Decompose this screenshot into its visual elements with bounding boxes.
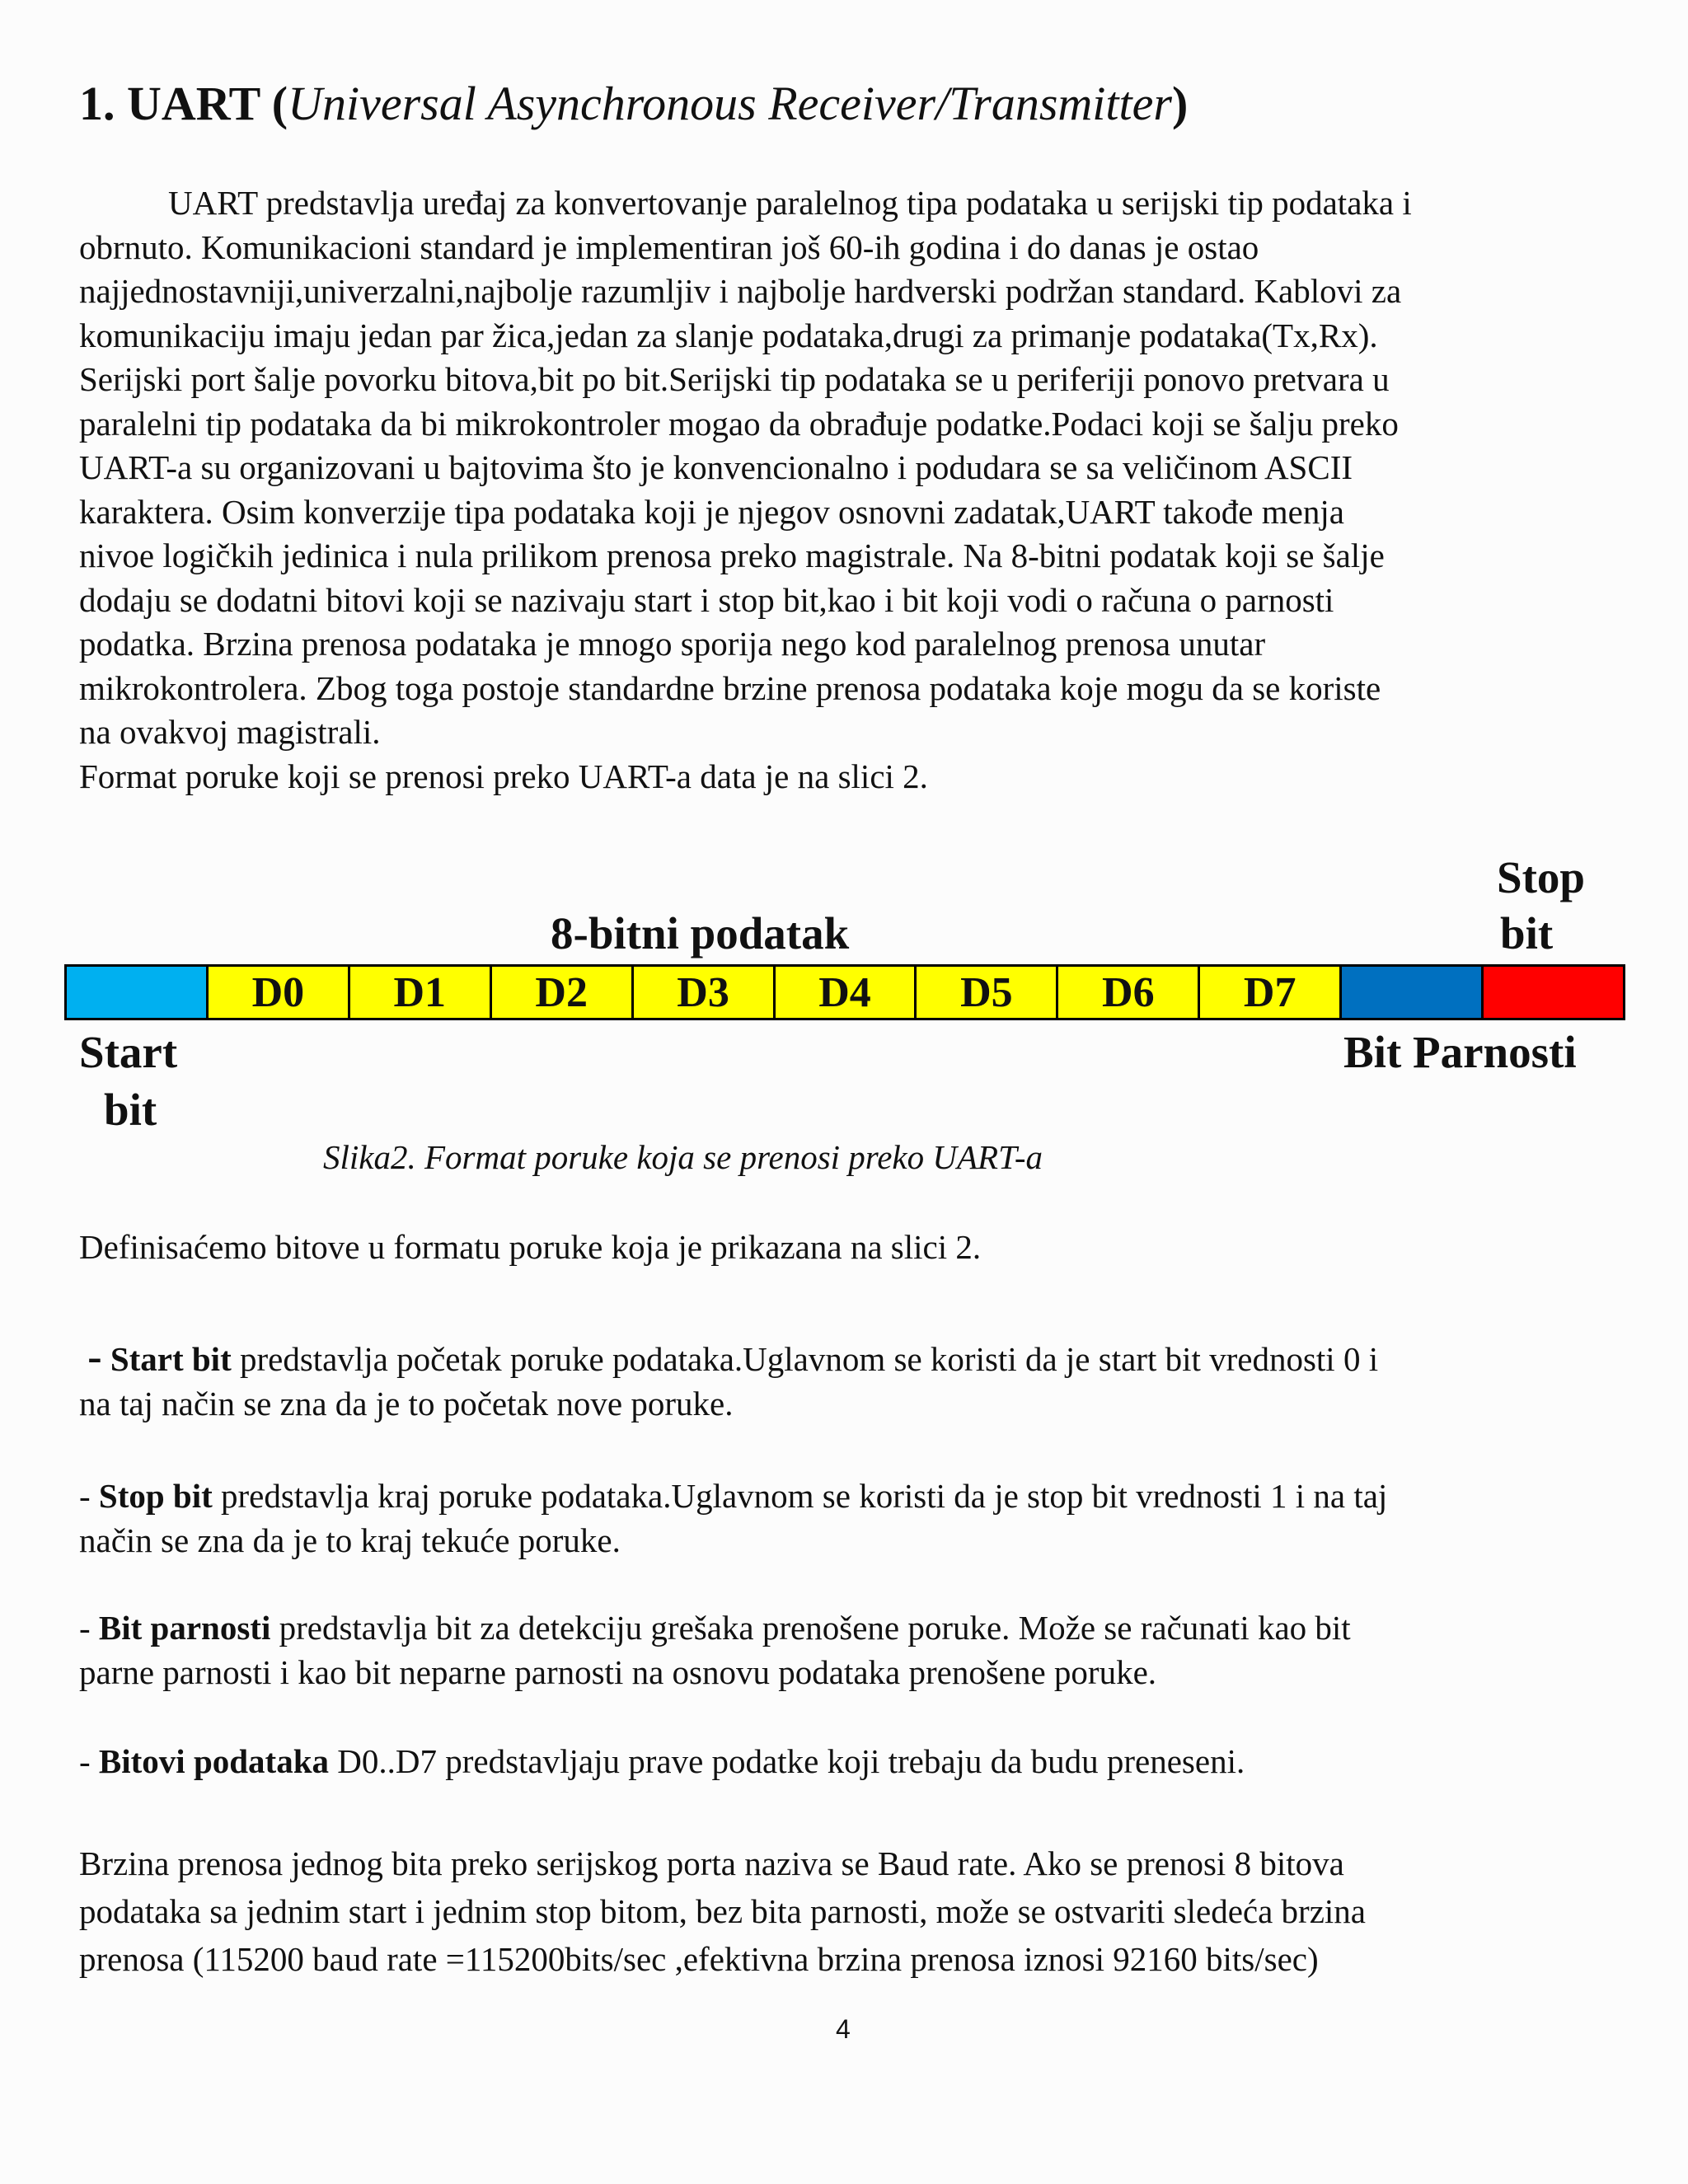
bullet-line — [79, 1605, 1629, 1650]
stop-bit-cell — [1484, 967, 1623, 1018]
baud-rate-paragraph — [79, 1840, 1629, 1983]
bullet-line: na taj način se zna da je to početak nove poruke. — [79, 1385, 734, 1422]
bullet-text: predstavlja kraj poruke podataka.Uglavnom se koristi da je stop bit vrednosti 1 i na taj — [212, 1477, 1388, 1515]
bullet-text: predstavlja početak poruke podataka.Uglavnom se koristi da je start bit vrednosti 0 i — [231, 1340, 1379, 1378]
intro-paragraph — [79, 181, 1612, 799]
definition-intro: Definisaćemo bitove u formatu poruke koja je prikazana na slici 2. — [79, 1228, 982, 1266]
bullet-text: predstavlja bit za detekciju grešaka prenošene poruke. Može se računati kao bit — [270, 1609, 1351, 1647]
data-byte-label: 8-bitni podatak — [551, 908, 850, 958]
bullet-line — [79, 1739, 1629, 1783]
data-bit-cell: D5 — [917, 967, 1058, 1018]
start-bit-cell — [67, 967, 209, 1018]
baud-line: prenosa (115200 baud rate =115200bits/sec ,efektivna brzina prenosa iznosi 92160 bits/sec) — [79, 1940, 1319, 1978]
heading-subtitle: Universal Asynchronous Receiver/Transmitter — [288, 77, 1172, 130]
data-bit-cell: D1 — [350, 967, 492, 1018]
intro-line: nivoe logičkih jedinica i nula prilikom prenosa preko magistrale. Na 8-bitni podatak koji se šalje — [79, 537, 1385, 574]
baud-line: podataka sa jednim start i jednim stop bitom, bez bita parnosti, može se ostvariti sledeća brzina — [79, 1892, 1366, 1930]
intro-line: na ovakvoj magistrali. — [79, 713, 381, 751]
data-bit-cell: D4 — [776, 967, 917, 1018]
data-bit-cell: D7 — [1200, 967, 1342, 1018]
intro-line: najjednostavniji,univerzalni,najbolje razumljiv i najbolje hardverski podržan standard. Kablovi za — [79, 272, 1402, 310]
intro-line: UART-a su organizovani u bajtovima što je konvencionalno i podudara se sa veličinom ASCII — [79, 448, 1353, 486]
frame-bar — [64, 964, 1625, 1020]
bullet-data-bits — [79, 1739, 1629, 1783]
data-bit-cell: D0 — [209, 967, 350, 1018]
baud-line: Brzina prenosa jednog bita preko serijskog porta naziva se Baud rate. Ako se prenosi 8 bitova — [79, 1844, 1344, 1882]
intro-line: Serijski port šalje povorku bitova,bit po bit.Serijski tip podataka se u periferiji ponovo pretvara u — [79, 360, 1390, 398]
bullet-dash: - — [79, 1742, 99, 1780]
stop-label-line1: Stop — [1497, 852, 1585, 902]
section-heading — [79, 76, 1188, 131]
data-bit-cell: D6 — [1058, 967, 1200, 1018]
bullet-line: način se zna da je to kraj tekuće poruke. — [79, 1521, 621, 1559]
bullet-term: Start bit — [110, 1340, 232, 1378]
intro-line: UART predstavlja uređaj za konvertovanje paralelnog tipa podataka u serijski tip podataka i — [168, 184, 1412, 222]
bullet-parity-bit — [79, 1605, 1629, 1694]
bullet-text: D0..D7 predstavljaju prave podatke koji trebaju da budu preneseni. — [329, 1742, 1245, 1780]
intro-line: karaktera. Osim konverzije tipa podataka koji je njegov osnovni zadatak,UART takođe menja — [79, 492, 1344, 531]
bullet-start-bit — [79, 1335, 1629, 1426]
bullet-line — [79, 1474, 1629, 1518]
start-label-line2: bit — [104, 1085, 157, 1135]
intro-line: Format poruke koji se prenosi preko UART-a data je na slici 2. — [79, 757, 928, 795]
bullet-line — [79, 1335, 1629, 1381]
data-bit-cell: D2 — [492, 967, 634, 1018]
intro-line: podatka. Brzina prenosa podataka je mnogo sporija nego kod paralelnog prenosa unutar — [79, 625, 1266, 663]
data-bit-cell: D3 — [634, 967, 776, 1018]
intro-line: komunikaciju imaju jedan par žica,jedan za slanje podataka,drugi za primanje podataka(Tx,Rx). — [79, 316, 1378, 354]
parity-label: Bit Parnosti — [1343, 1027, 1577, 1077]
intro-line: paralelni tip podataka da bi mikrokontroler mogao da obrađuje podatke.Podaci koji se šalju preko — [79, 404, 1399, 443]
bullet-dash: - — [79, 1477, 99, 1515]
bullet-stop-bit — [79, 1474, 1629, 1563]
bullet-term: Bitovi podataka — [98, 1742, 329, 1780]
figure-caption: Slika2. Format poruke koja se prenosi preko UART-a — [323, 1138, 1043, 1176]
parity-bit-cell — [1342, 967, 1484, 1018]
intro-line: obrnuto. Komunikacioni standard je implementiran još 60-ih godina i do danas je ostao — [79, 227, 1259, 266]
bullet-line: parne parnosti i kao bit neparne parnosti na osnovu podataka prenošene poruke. — [79, 1653, 1157, 1691]
heading-main: 1. UART ( — [79, 77, 288, 130]
start-label-line1: Start — [79, 1027, 178, 1077]
heading-close: ) — [1171, 77, 1189, 130]
intro-line: mikrokontrolera. Zbog toga postoje standardne brzine prenosa podataka koje mogu da se koriste — [79, 668, 1381, 707]
bullet-term: Bit parnosti — [98, 1609, 271, 1647]
page-number: 4 — [836, 2014, 851, 2044]
bullet-dash: - — [87, 1333, 102, 1380]
intro-line: dodaju se dodatni bitovi koji se nazivaju start i stop bit,kao i bit koji vodi o računa o parnosti — [79, 580, 1334, 619]
bullet-dash: - — [79, 1609, 99, 1647]
bullet-term: Stop bit — [98, 1477, 213, 1515]
stop-label-line2: bit — [1500, 908, 1554, 958]
